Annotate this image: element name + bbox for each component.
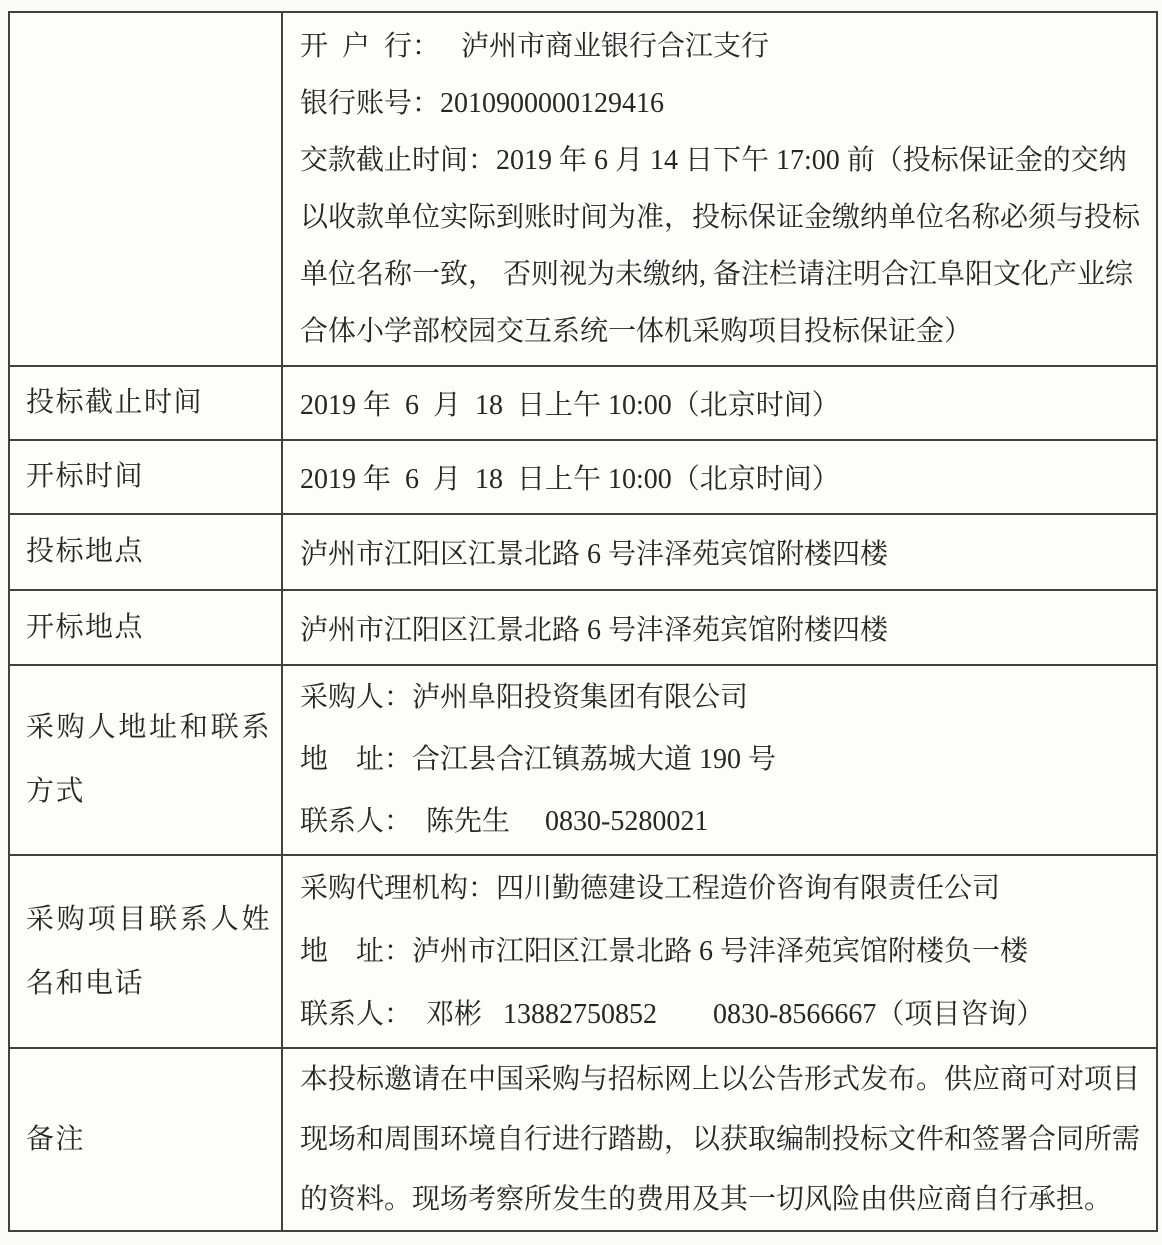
content-line: 采购代理机构：四川勤德建设工程造价咨询有限责任公司: [300, 873, 1001, 904]
content-line: 2019 年 6 月 18 日上午 10:00（北京时间）: [300, 390, 840, 421]
table-row: [10, 515, 1156, 591]
row-label: 备注: [26, 1124, 86, 1155]
content-line: 联系人： 陈先生 0830-5280021: [300, 806, 709, 837]
table-row: [10, 856, 1156, 1049]
row-content-cell: [283, 666, 1156, 854]
row-label-cell: [10, 441, 283, 513]
row-label-cell: [10, 591, 283, 664]
content-line: 银行账号：2010900000129416: [300, 88, 665, 119]
tender-info-table: [8, 11, 1158, 1232]
row-label-cell: [10, 666, 283, 854]
row-label: 投标地点: [26, 536, 145, 567]
table-row: [10, 367, 1156, 441]
row-label: 采购项目联系人姓名和电话: [26, 903, 271, 999]
content-line: 以收款单位实际到账时间为准，投标保证金缴纳单位名称必须与投标: [300, 202, 1141, 233]
content-line: 泸州市江阳区江景北路 6 号沣泽苑宾馆附楼四楼: [300, 539, 889, 570]
content-line: 泸州市江阳区江景北路 6 号沣泽苑宾馆附楼四楼: [300, 614, 889, 646]
row-label-cell: [10, 856, 283, 1047]
content-line: 合体小学部校园交互系统一体机采购项目投标保证金）: [300, 316, 973, 347]
row-label-cell: [10, 515, 283, 589]
content-line: 交款截止时间：2019 年 6 月 14 日下午 17:00 前（投标保证金的交纳: [300, 145, 1127, 176]
content-line: 本投标邀请在中国采购与招标网上以公告形式发布。供应商可对项目: [300, 1064, 1141, 1095]
row-content-cell: [283, 515, 1156, 589]
content-line: 地 址：泸州市江阳区江景北路 6 号沣泽苑宾馆附楼负一楼: [300, 936, 1029, 967]
content-line: 2019 年 6 月 18 日上午 10:00（北京时间）: [300, 464, 840, 495]
row-label-cell: [10, 367, 283, 439]
table-row: [10, 13, 1156, 367]
row-content-cell: [283, 856, 1156, 1047]
row-content-cell: [283, 13, 1156, 365]
content-line: 联系人： 邓彬 13882750852 0830-8566667（项目咨询）: [300, 999, 1045, 1030]
row-label: 开标地点: [26, 611, 145, 643]
content-line: 单位名称一致， 否则视为未缴纳, 备注栏请注明合江阜阳文化产业综: [300, 259, 1134, 290]
row-content-cell: [283, 591, 1156, 664]
row-label-cell: [10, 13, 283, 365]
content-line: 开 户 行： 泸州市商业银行合江支行: [300, 31, 770, 62]
table-row: [10, 591, 1156, 666]
row-content-cell: [283, 1049, 1156, 1231]
row-label: 投标截止时间: [26, 387, 204, 418]
table-row: [10, 666, 1156, 856]
content-line: 现场和周围环境自行进行踏勘，以获取编制投标文件和签署合同所需: [300, 1124, 1141, 1155]
row-content-cell: [283, 367, 1156, 439]
row-label: 开标时间: [26, 461, 145, 492]
row-label-cell: [10, 1049, 283, 1231]
row-content-cell: [283, 441, 1156, 513]
table-row: [10, 441, 1156, 515]
content-line: 采购人：泸州阜阳投资集团有限公司: [300, 682, 749, 713]
content-line: 的资料。现场考察所发生的费用及其一切风险由供应商自行承担。: [300, 1184, 1113, 1215]
table-row: [10, 1049, 1156, 1231]
row-label: 采购人地址和联系方式: [26, 712, 271, 807]
content-line: 地 址：合江县合江镇荔城大道 190 号: [300, 744, 777, 775]
